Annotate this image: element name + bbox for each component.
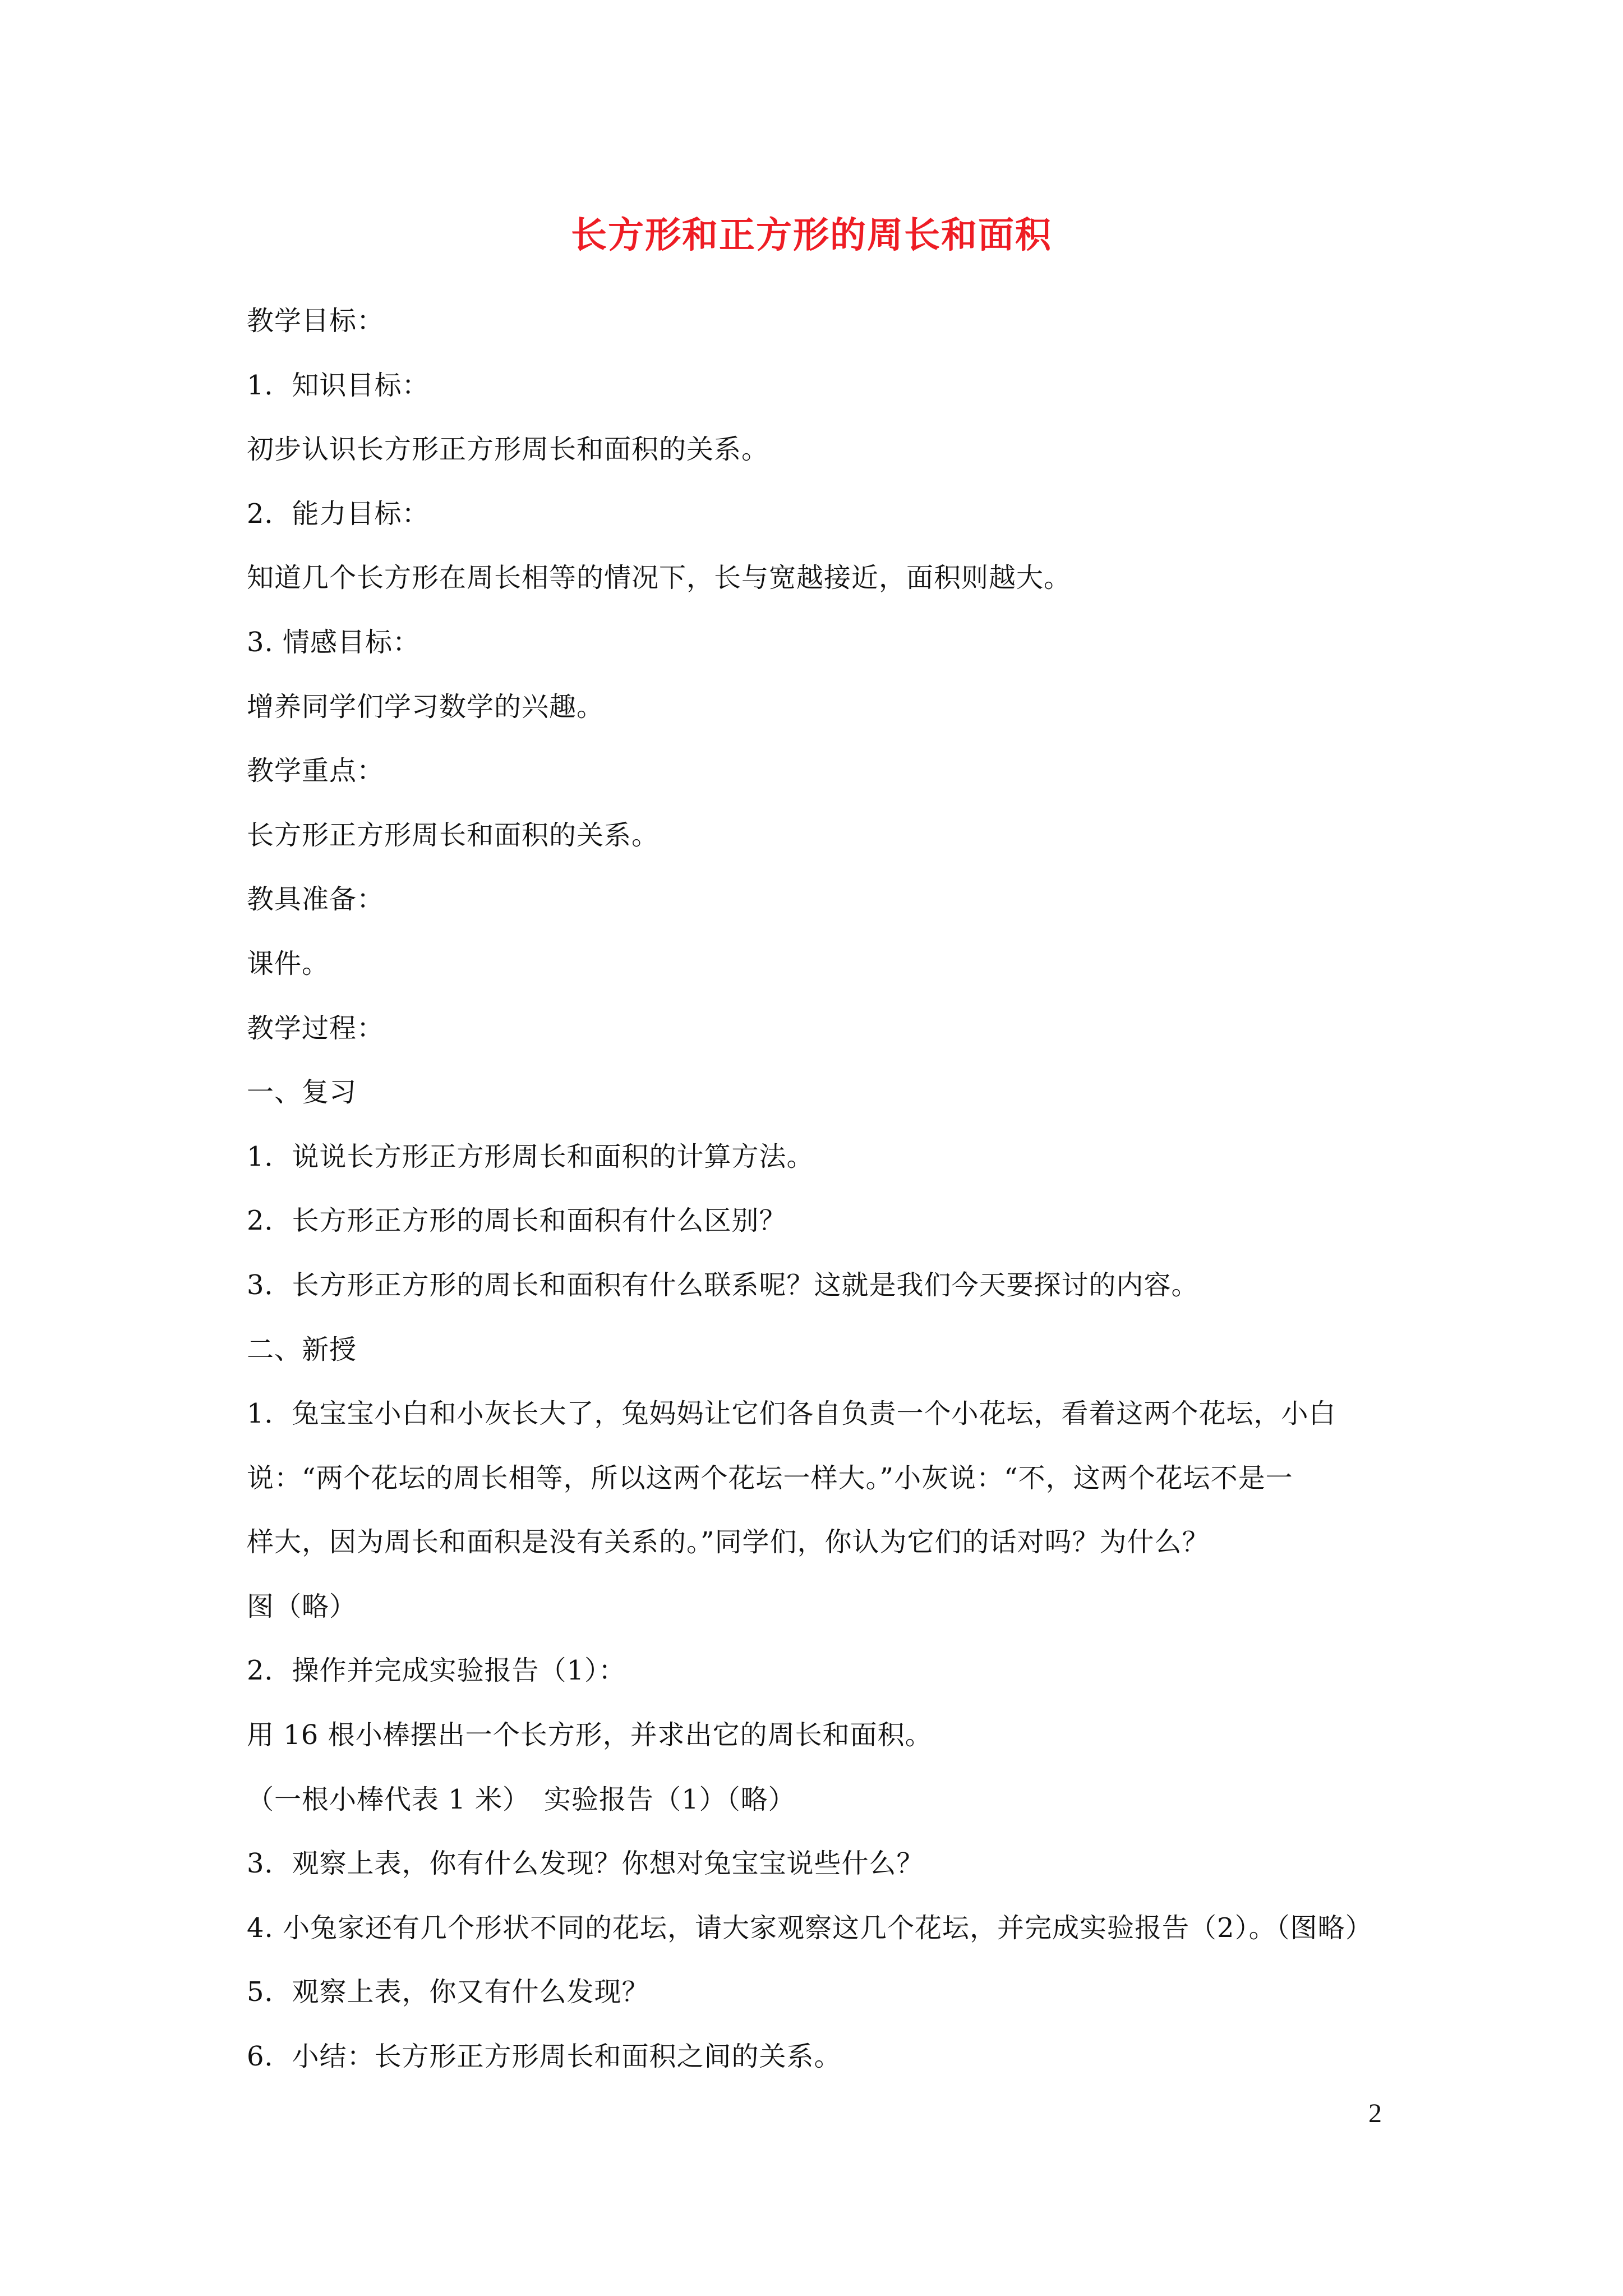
text-line: 2．操作并完成实验报告（1）：	[247, 1655, 626, 1687]
text-line: 二、新授	[247, 1333, 357, 1365]
text-line: 教具准备：	[247, 884, 385, 915]
text-line: 5．观察上表，你又有什么发现？	[247, 1976, 649, 2008]
text-line: 3．长方形正方形的周长和面积有什么联系呢？这就是我们今天要探讨的内容。	[247, 1269, 1199, 1301]
text-line: 教学重点：	[247, 755, 385, 787]
text-line: 4. 小兔家还有几个形状不同的花坛，请大家观察这几个花坛，并完成实验报告（2）。（图略）	[247, 1912, 1373, 1944]
text-line: （一根小棒代表 1 米） 实验报告（1）（略）	[247, 1783, 796, 1815]
text-line: 样大，因为周长和面积是没有关系的。”同学们，你认为它们的话对吗？为什么？	[247, 1526, 1210, 1558]
page-number: 2	[1368, 2099, 1382, 2128]
text-line: 2．能力目标：	[247, 498, 430, 530]
text-line: 图（略）	[247, 1590, 357, 1622]
text-line: 一、复习	[247, 1076, 357, 1108]
text-line: 长方形正方形周长和面积的关系。	[247, 819, 660, 851]
text-line: 3．观察上表，你有什么发现？你想对兔宝宝说些什么？	[247, 1848, 924, 1880]
text-line: 增养同学们学习数学的兴趣。	[247, 691, 605, 723]
document-title: 长方形和正方形的周长和面积	[571, 214, 1052, 256]
text-line: 初步认识长方形正方形周长和面积的关系。	[247, 434, 769, 466]
text-line: 教学目标：	[247, 305, 385, 337]
text-line: 知道几个长方形在周长相等的情况下，长与宽越接近，面积则越大。	[247, 562, 1072, 594]
text-line: 用 16 根小棒摆出一个长方形，并求出它的周长和面积。	[247, 1719, 933, 1751]
text-line: 1．知识目标：	[247, 369, 430, 401]
text-line: 说：“两个花坛的周长相等，所以这两个花坛一样大。”小灰说：“不，这两个花坛不是一	[247, 1462, 1293, 1494]
text-line: 3. 情感目标：	[247, 626, 421, 658]
text-line: 6．小结：长方形正方形周长和面积之间的关系。	[247, 2041, 842, 2073]
text-line: 教学过程：	[247, 1012, 385, 1044]
document-body	[247, 289, 1396, 2089]
text-line: 2．长方形正方形的周长和面积有什么区别？	[247, 1205, 787, 1237]
text-line: 课件。	[247, 947, 330, 979]
text-line: 1．说说长方形正方形周长和面积的计算方法。	[247, 1140, 814, 1172]
text-line: 1．兔宝宝小白和小灰长大了，兔妈妈让它们各自负责一个小花坛，看着这两个花坛，小白	[247, 1398, 1336, 1430]
